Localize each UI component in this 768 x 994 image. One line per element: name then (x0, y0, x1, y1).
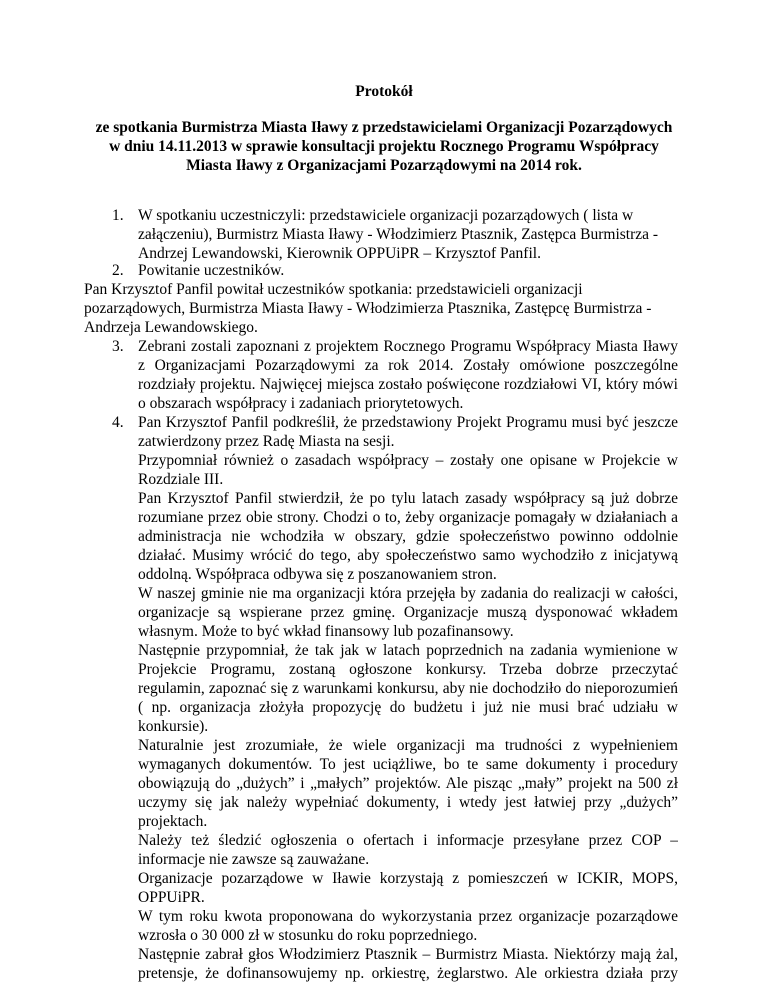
text-line: uczymy się jak należy wypełniać dokumenty, i wtedy jest łatwiej przy „dużych” (138, 794, 678, 811)
item-text (138, 206, 658, 263)
text-line: OPPUiPR. (138, 889, 205, 906)
text-line: własnym. Może to być wkład finansowy lub pozafinansowy. (138, 623, 514, 640)
text-line: Andrzeja Lewandowskiego. (84, 319, 258, 336)
subtitle-line: Miasta Iławy z Organizacjami Pozarządowymi na 2014 rok. (186, 157, 582, 174)
text-line: W spotkaniu uczestniczyli: przedstawiciele organizacji pozarządowych ( lista w (138, 207, 634, 224)
text-line: Organizacje pozarządowe w Iławie korzystają z pomieszczeń w ICKIR, MOPS, (138, 870, 678, 887)
list-item-4 (138, 413, 678, 983)
text-line: z Organizacjami Pozarządowymi za rok 2014. Zostały omówione poszczególne (138, 357, 678, 374)
document-title: Protokół (355, 83, 413, 100)
text-line: Rozdziale III. (138, 471, 224, 488)
text-line: pretensje, że dofinansowujemy np. orkiestrę, żeglarstwo. Ale orkiestra działa przy (138, 965, 678, 982)
item-heading: Powitanie uczestników. (138, 262, 285, 279)
text-line: Następnie zabrał głos Włodzimierz Ptasznik – Burmistrz Miasta. Niektórzy mają żal, (138, 946, 678, 963)
text-line: konkursie). (138, 718, 209, 735)
text-line: Projekcie Programu, zostaną ogłoszone konkursy. Trzeba dobrze przeczytać (138, 661, 678, 678)
text-line: rozumiane przez obie strony. Chodzi o to, żeby organizacje pomagały w działaniach a (138, 509, 678, 526)
text-line: działać. Musimy wrócić do tego, aby społeczeństwo samo wychodziło z inicjatywą (138, 547, 678, 564)
text-line: Następnie przypomniał, że tak jak w latach poprzednich na zadania wymienione w (138, 642, 678, 659)
item-number: 2. (112, 262, 124, 279)
text-line: wymaganych dokumentów. To jest uciążliwe, bo te same dokumenty i procedury (138, 756, 678, 773)
text-line: organizacje są wspierane przez gminę. Organizacje muszą dysponować wkładem (138, 604, 678, 621)
text-line: Przypomniał również o zasadach współpracy – zostały one opisane w Projekcie w (138, 452, 678, 469)
text-line: Naturalnie jest zrozumiałe, że wiele organizacji ma trudności z wypełnieniem (138, 737, 678, 754)
text-line: obowiązują do „dużych” i „małych” projektów. Ale pisząc „mały” projekt na 500 zł (138, 775, 678, 792)
text-line: oddolną. Współpraca odbywa się z poszanowaniem stron. (138, 566, 497, 583)
text-line: administracja nie wchodziła w obszary, gdzie społeczeństwo powinno oddolnie (138, 528, 678, 545)
text-line: pozarządowych, Burmistrza Miasta Iławy - Włodzimierza Ptasznika, Zastępcę Burmistrza - (84, 300, 652, 317)
text-line: regulamin, zapoznać się z warunkami konkursu, aby nie dochodziło do nieporozumień (138, 680, 678, 697)
text-line: W naszej gminie nie ma organizacji która przejęła by zadania do realizacji w całości, (138, 585, 678, 602)
text-line: projektach. (138, 813, 208, 830)
text-line: wzrosła o 30 000 zł w stosunku do roku poprzedniego. (138, 927, 478, 944)
item-number: 4. (112, 414, 124, 431)
item-2-body (84, 280, 704, 337)
text-line: ( np. organizacja złożyła propozycję do budżetu i już nie musi brać udziału w (138, 699, 678, 716)
text-line: Pan Krzysztof Panfil powitał uczestników spotkania: przedstawicieli organizacji (84, 281, 583, 298)
text-line: zatwierdzony przez Radę Miasta na sesji. (138, 433, 395, 450)
subtitle-line: ze spotkania Burmistrza Miasta Iławy z przedstawicielami Organizacji Pozarządowych (95, 119, 673, 136)
text-line: o obszarach współpracy i zadaniach priorytetowych. (138, 395, 464, 412)
text-line: Andrzej Lewandowski, Kierownik OPPUiPR – Krzysztof Panfil. (138, 245, 541, 262)
text-line: informacje nie zawsze są zauważane. (138, 851, 370, 868)
text-line: załączeniu), Burmistrz Miasta Iławy - Włodzimierz Ptasznik, Zastępca Burmistrza - (138, 226, 659, 243)
text-line: W tym roku kwota proponowana do wykorzystania przez organizacje pozarządowe (138, 908, 678, 925)
text-line: Należy też śledzić ogłoszenia o ofertach i informacje przesyłane przez COP – (138, 832, 678, 849)
subtitle-line: w dniu 14.11.2013 w sprawie konsultacji projektu Rocznego Programu Współpracy (109, 138, 659, 155)
text-line: rozdziały projektu. Najwięcej miejsca zostało poświęcone rozdziałowi VI, który mówi (138, 376, 678, 393)
text-line: Zebrani zostali zapoznani z projektem Rocznego Programu Współpracy Miasta Iławy (138, 338, 678, 355)
text-line: Pan Krzysztof Panfil podkreślił, że przedstawiony Projekt Programu musi być jeszcze (138, 414, 678, 431)
list-item-3 (138, 337, 678, 413)
text-line: Pan Krzysztof Panfil stwierdził, że po tylu latach zasady współpracy są już dobrze (138, 490, 678, 507)
item-number: 3. (112, 338, 124, 355)
document-subtitle (0, 118, 768, 175)
item-number: 1. (112, 207, 124, 224)
